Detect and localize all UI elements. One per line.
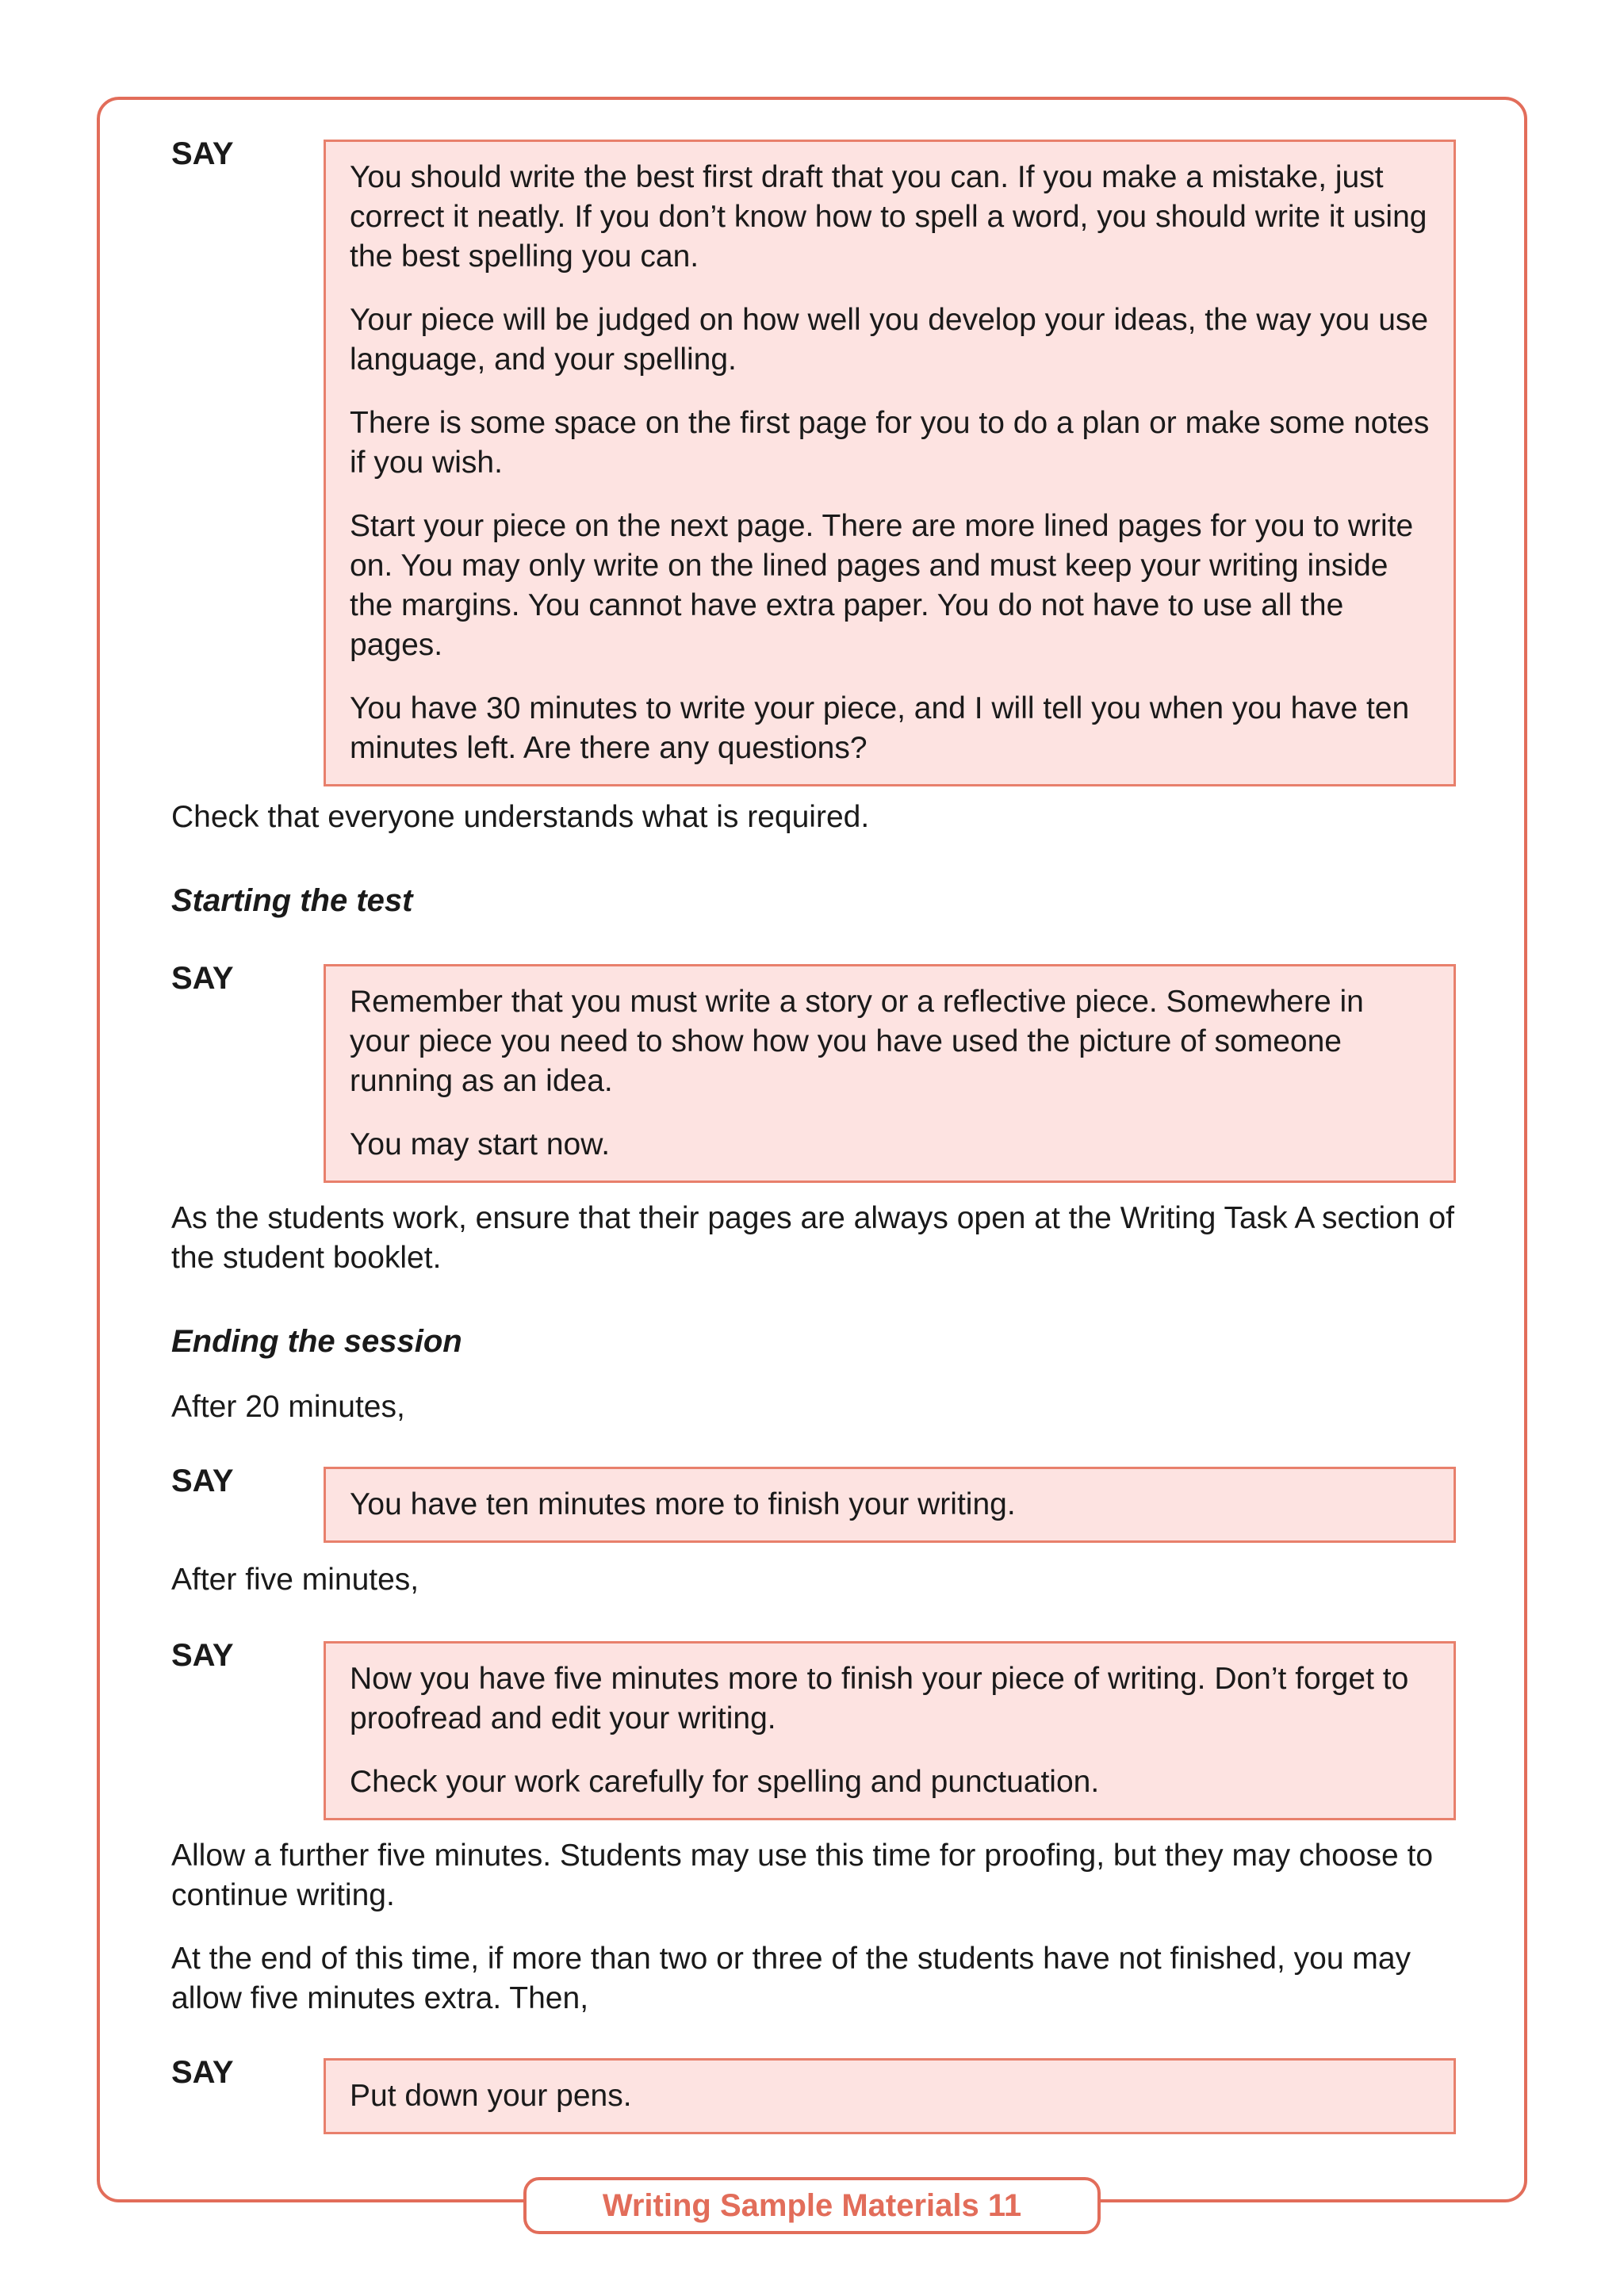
section-heading-start: Starting the test [171, 883, 413, 918]
instruction-text: After 20 minutes, [171, 1390, 405, 1424]
say-paragraph: Now you have five minutes more to finish your piece of writing. Don’t forget to proofread and edit your writing. [350, 1662, 1409, 1735]
say-paragraph: You have ten minutes more to finish your writing. [350, 1487, 1016, 1521]
say-paragraph: Put down your pens. [350, 2079, 632, 2113]
say-paragraph: Remember that you must write a story or a reflective piece. Somewhere in your piece you need to show how you have used the picture of someone running as an idea. [350, 985, 1364, 1098]
say-box-start [324, 964, 1456, 1183]
say-label: SAY [171, 136, 234, 171]
instruction-text: Check that everyone understands what is required. [171, 800, 870, 834]
say-paragraph: Check your work carefully for spelling and punctuation. [350, 1765, 1100, 1799]
instruction-text: Allow a further five minutes. Students may use this time for proofing, but they may choose to continue writing. [171, 1839, 1434, 1912]
say-paragraph: Your piece will be judged on how well you develop your ideas, the way you use language, and your spelling. [350, 303, 1429, 377]
say-label: SAY [171, 961, 234, 996]
say-label: SAY [171, 2055, 234, 2090]
instruction-text: At the end of this time, if more than two or three of the students have not finished, you may allow five minutes extra. Then, [171, 1942, 1411, 2015]
say-paragraph: You should write the best first draft that you can. If you make a mistake, just correct it neatly. If you don’t know how to spell a word, you should write it using the best spelling you can. [350, 160, 1427, 274]
say-box-instructions [324, 140, 1456, 786]
say-label: SAY [171, 1638, 234, 1673]
page-footer: Writing Sample Materials 11 [523, 2177, 1101, 2234]
say-box-ten-minutes [324, 1467, 1456, 1543]
say-paragraph: You may start now. [350, 1127, 611, 1161]
instruction-text: As the students work, ensure that their pages are always open at the Writing Task A section of the student booklet. [171, 1201, 1454, 1275]
say-paragraph: You have 30 minutes to write your piece, and I will tell you when you have ten minutes left. Are there any questions? [350, 691, 1410, 765]
say-box-pens-down [324, 2058, 1456, 2134]
section-heading-end: Ending the session [171, 1324, 462, 1359]
instruction-text: After five minutes, [171, 1563, 419, 1597]
say-box-five-minutes [324, 1641, 1456, 1820]
say-label: SAY [171, 1464, 234, 1498]
say-paragraph: There is some space on the first page for you to do a plan or make some notes if you wish. [350, 406, 1430, 480]
say-paragraph: Start your piece on the next page. There are more lined pages for you to write on. You may only write on the lined pages and must keep your writing inside the margins. You cannot have extra paper. You do not have to use all the pages. [350, 509, 1414, 662]
